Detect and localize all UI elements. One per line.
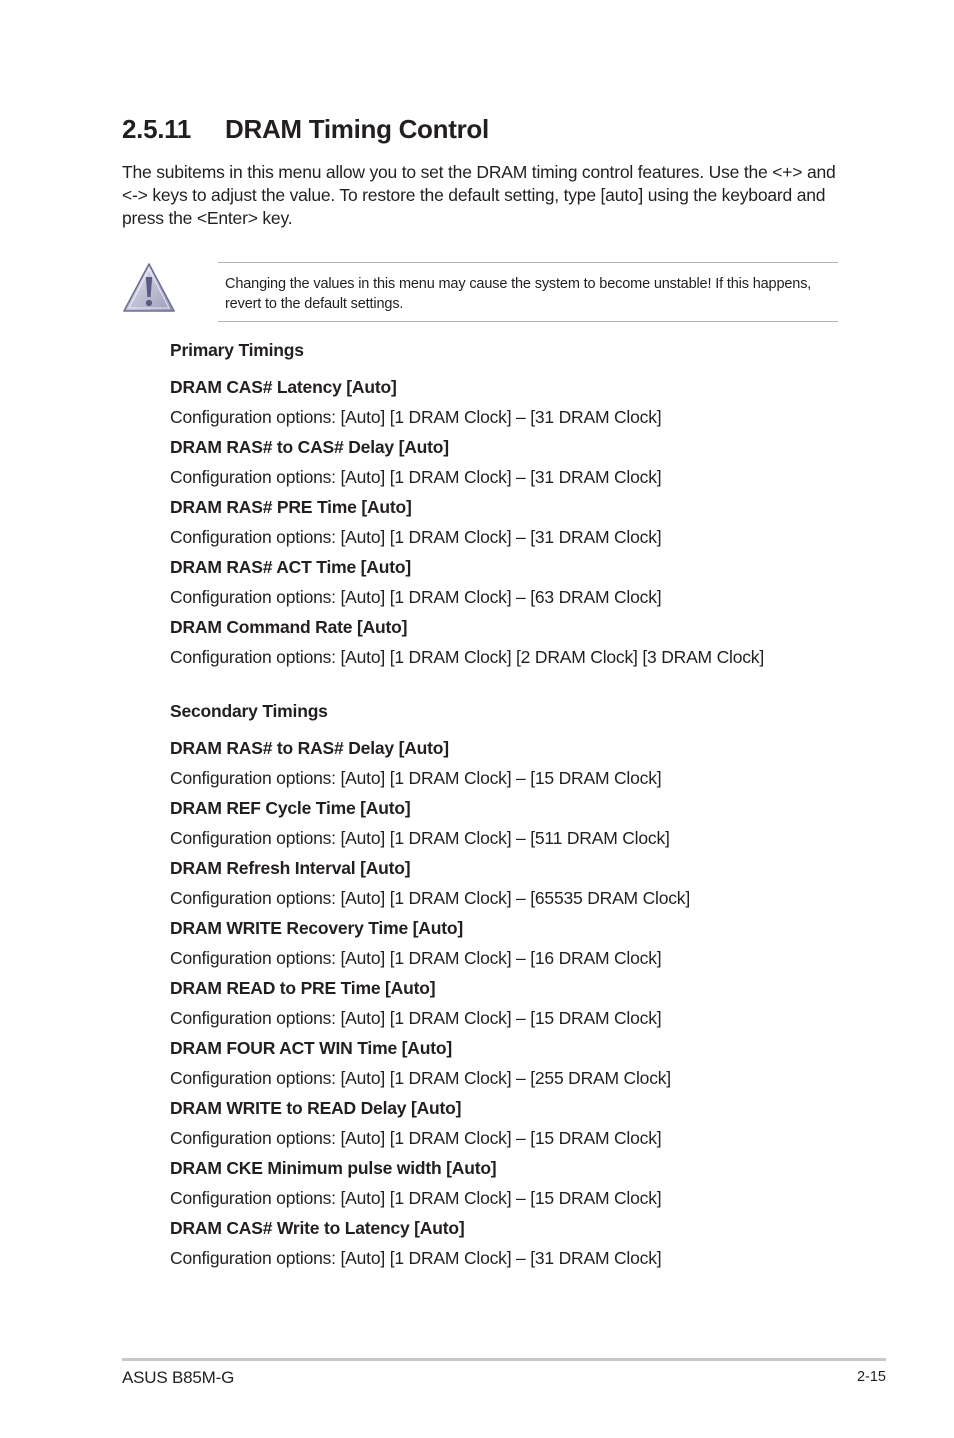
- setting-options: Configuration options: [Auto] [1 DRAM Clock] – [65535 DRAM Clock]: [170, 888, 691, 908]
- setting-name: DRAM REF Cycle Time [Auto]: [170, 798, 411, 818]
- setting-options: Configuration options: [Auto] [1 DRAM Clock] – [31 DRAM Clock]: [170, 527, 662, 547]
- setting-options: Configuration options: [Auto] [1 DRAM Clock] – [511 DRAM Clock]: [170, 828, 670, 848]
- setting-options: Configuration options: [Auto] [1 DRAM Clock] – [16 DRAM Clock]: [170, 948, 662, 968]
- setting-options: Configuration options: [Auto] [1 DRAM Clock] – [31 DRAM Clock]: [170, 467, 662, 487]
- footer-product-name: ASUS B85M-G: [122, 1368, 235, 1387]
- footer-page-number: 2-15: [856, 1369, 886, 1385]
- setting-options: Configuration options: [Auto] [1 DRAM Clock] – [63 DRAM Clock]: [170, 587, 662, 607]
- warning-note: [218, 262, 838, 322]
- timings-list: [170, 337, 870, 1275]
- setting-name: DRAM Command Rate [Auto]: [170, 617, 408, 637]
- footer-divider: [122, 1358, 886, 1361]
- setting-name: DRAM READ to PRE Time [Auto]: [170, 978, 436, 998]
- setting-options: Configuration options: [Auto] [1 DRAM Clock] – [255 DRAM Clock]: [170, 1068, 671, 1088]
- setting-options: Configuration options: [Auto] [1 DRAM Clock] – [31 DRAM Clock]: [170, 407, 662, 427]
- setting-options: Configuration options: [Auto] [1 DRAM Clock] – [15 DRAM Clock]: [170, 768, 662, 788]
- setting-name: DRAM RAS# ACT Time [Auto]: [170, 557, 411, 577]
- intro-paragraph: The subitems in this menu allow you to set the DRAM timing control features. Use the <+> and <-> keys to adjust the value. To restore the default setting, type [auto] using the keyboard and press the <Enter> key.: [122, 162, 836, 228]
- setting-name: DRAM CKE Minimum pulse width [Auto]: [170, 1158, 497, 1178]
- setting-name: DRAM FOUR ACT WIN Time [Auto]: [170, 1038, 452, 1058]
- setting-name: DRAM CAS# Write to Latency [Auto]: [170, 1218, 465, 1238]
- section-title: DRAM Timing Control: [225, 114, 489, 144]
- secondary-timings-heading: Secondary Timings: [170, 701, 328, 721]
- setting-name: DRAM WRITE to READ Delay [Auto]: [170, 1098, 462, 1118]
- setting-name: DRAM RAS# to RAS# Delay [Auto]: [170, 738, 449, 758]
- setting-options: Configuration options: [Auto] [1 DRAM Clock] [2 DRAM Clock] [3 DRAM Clock]: [170, 647, 765, 667]
- setting-options: Configuration options: [Auto] [1 DRAM Clock] – [15 DRAM Clock]: [170, 1188, 662, 1208]
- setting-options: Configuration options: [Auto] [1 DRAM Clock] – [15 DRAM Clock]: [170, 1008, 662, 1028]
- caution-triangle-icon: [122, 262, 176, 314]
- section-number: 2.5.11: [122, 114, 192, 144]
- setting-options: Configuration options: [Auto] [1 DRAM Clock] – [31 DRAM Clock]: [170, 1248, 662, 1268]
- section-heading: [122, 114, 489, 145]
- setting-options: Configuration options: [Auto] [1 DRAM Clock] – [15 DRAM Clock]: [170, 1128, 662, 1148]
- setting-name: DRAM WRITE Recovery Time [Auto]: [170, 918, 463, 938]
- setting-name: DRAM CAS# Latency [Auto]: [170, 377, 397, 397]
- primary-timings-heading: Primary Timings: [170, 340, 304, 360]
- warning-text: Changing the values in this menu may cause the system to become unstable! If this happens, revert to the default settings.: [225, 276, 812, 312]
- setting-name: DRAM RAS# to CAS# Delay [Auto]: [170, 437, 449, 457]
- setting-name: DRAM RAS# PRE Time [Auto]: [170, 497, 412, 517]
- setting-name: DRAM Refresh Interval [Auto]: [170, 858, 411, 878]
